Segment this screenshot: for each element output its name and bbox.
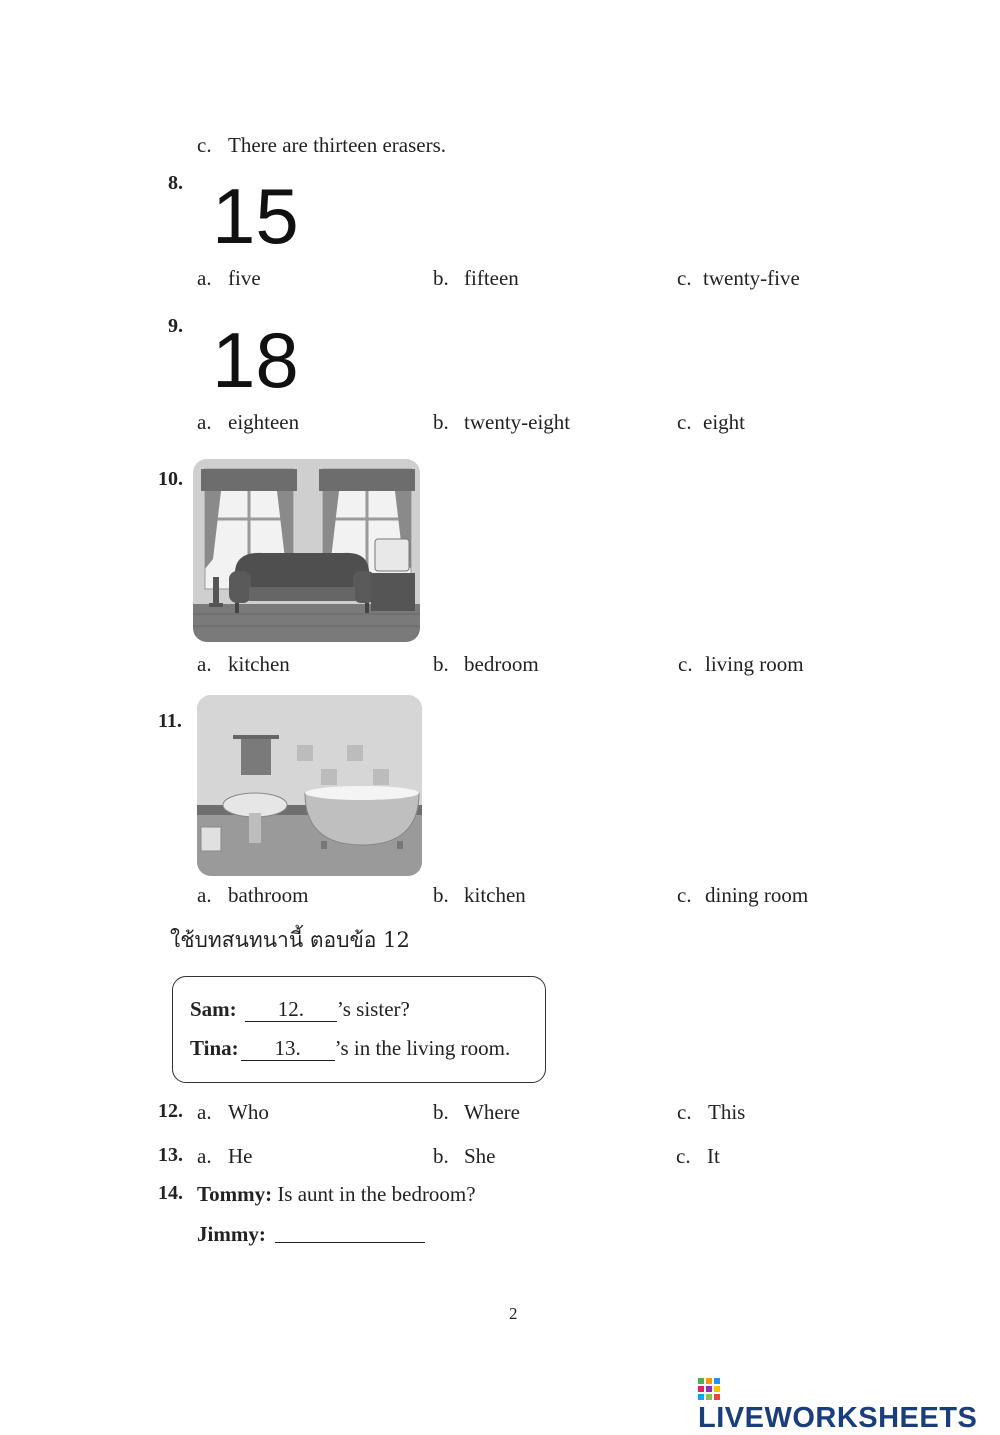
living-room-image	[193, 459, 420, 642]
option-letter: c.	[677, 266, 692, 290]
answer-input-14[interactable]	[275, 1242, 425, 1243]
answer-blank-13[interactable]: 13.	[241, 1036, 335, 1061]
question-number-12: 12.	[158, 1100, 183, 1122]
option-b[interactable]	[433, 652, 539, 677]
answer-blank-12[interactable]: 12.	[245, 997, 337, 1022]
option-text: She	[464, 1144, 496, 1168]
option-text: Where	[464, 1100, 520, 1124]
question-number-10: 10.	[158, 468, 183, 490]
option-c[interactable]	[677, 883, 808, 908]
option-text: There are thirteen erasers.	[228, 133, 447, 157]
option-letter: a.	[197, 266, 212, 290]
speaker-label: Jimmy:	[197, 1222, 266, 1246]
option-letter: b.	[433, 652, 449, 676]
option-letter: b.	[433, 266, 449, 290]
question-number-14: 14.	[158, 1182, 183, 1204]
option-a[interactable]	[197, 883, 308, 908]
option-text: bedroom	[464, 652, 539, 676]
option-a[interactable]	[197, 266, 261, 291]
q14-answer-line	[197, 1222, 266, 1246]
page-number: 2	[509, 1304, 518, 1323]
option-a[interactable]	[197, 1100, 269, 1125]
question-text: Is aunt in the bedroom?	[277, 1182, 476, 1206]
question-number-9: 9.	[168, 315, 183, 337]
grid-icon	[698, 1378, 720, 1400]
option-b[interactable]	[433, 1144, 496, 1169]
option-text: eighteen	[228, 410, 300, 434]
prev-option	[197, 133, 446, 157]
question-number-13: 13.	[158, 1144, 183, 1166]
option-text: five	[228, 266, 261, 290]
option-text: This	[708, 1100, 746, 1124]
option-letter: a.	[197, 1100, 212, 1124]
option-letter: b.	[433, 1100, 449, 1124]
option-letter: c.	[197, 133, 212, 157]
option-text: He	[228, 1144, 253, 1168]
option-c[interactable]	[677, 266, 800, 291]
option-letter: a.	[197, 883, 212, 907]
option-letter: a.	[197, 652, 212, 676]
option-letter: c.	[677, 1100, 692, 1124]
option-letter: b.	[433, 883, 449, 907]
dialogue-text: ’s sister?	[336, 997, 410, 1021]
option-b[interactable]	[433, 266, 519, 291]
option-a[interactable]	[197, 652, 290, 677]
option-b[interactable]	[433, 883, 526, 908]
bathroom-image	[197, 695, 422, 876]
number-figure-15: 15	[212, 172, 299, 260]
option-c[interactable]	[677, 1100, 745, 1125]
option-letter: c.	[678, 652, 693, 676]
q14-question-line	[197, 1182, 476, 1206]
dialogue-line-1	[190, 997, 410, 1022]
dialogue-text: ’s in the living room.	[334, 1036, 511, 1060]
option-a[interactable]	[197, 410, 299, 435]
option-text: dining room	[705, 883, 809, 907]
option-letter: c.	[676, 1144, 691, 1168]
option-a[interactable]	[197, 1144, 253, 1169]
option-text: kitchen	[464, 883, 526, 907]
option-letter: b.	[433, 1144, 449, 1168]
option-c[interactable]	[678, 652, 804, 677]
option-text: eight	[703, 410, 745, 434]
option-text: twenty-five	[703, 266, 800, 290]
option-text: bathroom	[228, 883, 309, 907]
option-letter: b.	[433, 410, 449, 434]
option-c[interactable]	[677, 410, 745, 435]
option-letter: a.	[197, 1144, 212, 1168]
option-c[interactable]	[676, 1144, 720, 1169]
option-text: twenty-eight	[464, 410, 571, 434]
question-number-11: 11.	[158, 710, 182, 732]
option-b[interactable]	[433, 410, 570, 435]
option-text: kitchen	[228, 652, 290, 676]
option-text: living room	[705, 652, 804, 676]
number-figure-18: 18	[212, 316, 299, 404]
liveworksheets-logo	[698, 1378, 1000, 1435]
speaker-label: Tommy:	[197, 1182, 273, 1206]
option-b[interactable]	[433, 1100, 520, 1125]
option-letter: c.	[677, 410, 692, 434]
option-text: fifteen	[464, 266, 519, 290]
brand-name: LIVEWORKSHEETS	[698, 1402, 978, 1434]
option-text: It	[707, 1144, 720, 1168]
dialogue-line-2	[190, 1036, 510, 1061]
question-number-8: 8.	[168, 172, 183, 194]
speaker-label: Sam:	[190, 997, 237, 1021]
instruction-text: ใช้บทสนทนานี้ ตอบข้อ 12	[170, 928, 410, 952]
option-letter: c.	[677, 883, 692, 907]
speaker-label: Tina:	[190, 1036, 239, 1060]
option-text: Who	[228, 1100, 269, 1124]
dialogue-box	[172, 976, 546, 1083]
option-letter: a.	[197, 410, 212, 434]
